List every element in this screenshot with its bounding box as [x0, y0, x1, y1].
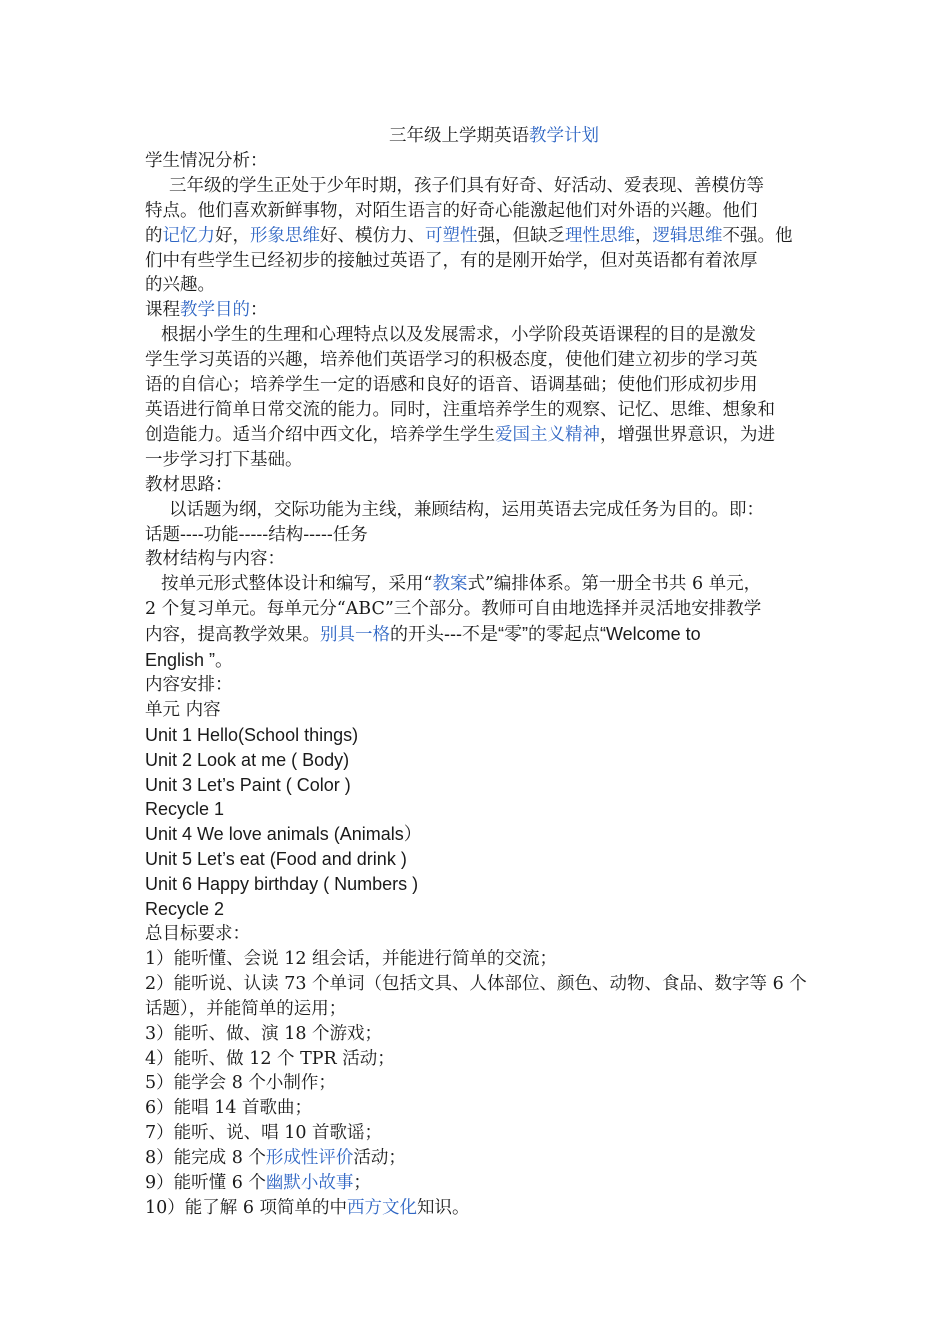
text-run: ；: [353, 1173, 371, 1194]
text-run: ，增强世界意识，为进: [600, 424, 775, 445]
link-imagery-thinking[interactable]: 形象思维: [250, 225, 320, 246]
link-plasticity[interactable]: 可塑性: [425, 225, 478, 246]
text-run: 的开头---不是“零”的零起点“Welcome to: [390, 624, 701, 645]
text-run: ，: [635, 225, 653, 246]
goal-item: 3）能听、做、演 18 个游戏；: [145, 1023, 383, 1044]
text-run: 10）能了解 6 项简单的中: [145, 1197, 348, 1218]
goal-item: [145, 1146, 815, 1171]
paragraph-line: [145, 423, 815, 448]
text-run: ：: [250, 300, 268, 321]
goal-item: 1）能听懂、会说 12 组会话，并能进行简单的交流；: [145, 948, 558, 969]
link-lesson-plan[interactable]: 教案: [432, 574, 468, 595]
paragraph-line: English ”。: [145, 650, 234, 671]
section-heading: 教材结构与内容：: [145, 549, 285, 570]
unit-item: Recycle 1: [145, 799, 225, 820]
section-heading: 学生情况分析：: [145, 150, 268, 171]
link-formative-assessment[interactable]: 形成性评价: [265, 1148, 354, 1169]
section-heading: [145, 298, 815, 323]
section-heading: 教材思路：: [145, 474, 233, 495]
unit-item: Unit 6 Happy birthday ( Numbers ): [145, 874, 419, 895]
goal-item-continued: 话题），并能简单的运用；: [145, 998, 347, 1019]
title-link[interactable]: 教学计划: [529, 126, 599, 146]
text-run: 9）能听懂 6 个: [145, 1173, 266, 1194]
goal-item: 5）能学会 8 个小制作；: [145, 1073, 336, 1094]
link-western-culture[interactable]: 西方文化: [347, 1197, 418, 1218]
paragraph-line: 话题----功能-----结构-----任务: [145, 524, 368, 545]
goal-item: [145, 1196, 815, 1221]
link-humor-stories[interactable]: 幽默小故事: [265, 1173, 354, 1194]
paragraph-line: 以话题为纲，交际功能为主线，兼顾结构，运用英语去完成任务为目的。即：: [169, 499, 764, 520]
text-run: 好、模仿力、: [320, 225, 425, 246]
unit-item: Unit 2 Look at me ( Body): [145, 749, 350, 770]
unit-item: Unit 1 Hello(School things): [145, 724, 359, 745]
text-run: 课程: [145, 300, 180, 321]
text-run: 好，: [215, 225, 250, 246]
section-heading: 总目标要求：: [145, 924, 250, 944]
paragraph-line: 们中有些学生已经初步的接触过英语了，有的是刚开始学，但对英语都有着浓厚: [145, 250, 758, 271]
goal-item: 6）能唱 14 首歌曲；: [145, 1098, 313, 1119]
link-logical-thinking[interactable]: 逻辑思维: [652, 225, 723, 246]
text-run: 的: [145, 225, 163, 246]
column-headers: 单元 内容: [145, 699, 221, 720]
text-run: 8）能完成 8 个: [145, 1148, 266, 1169]
link-rational-thinking[interactable]: 理性思维: [565, 225, 635, 246]
link-patriotism[interactable]: 爱国主义精神: [495, 424, 600, 445]
paragraph-line: 根据小学生的生理和心理特点以及发展需求，小学阶段英语课程的目的是激发: [161, 325, 756, 346]
paragraph-line: [145, 622, 815, 648]
text-run: 知识。: [417, 1197, 470, 1218]
text-run: 不强。他: [722, 225, 793, 246]
link-memory[interactable]: 记忆力: [162, 225, 215, 246]
paragraph-line: 英语进行简单日常交流的能力。同时，注重培养学生的观察、记忆、思维、想象和: [145, 399, 775, 420]
text-run: 内容，提高教学效果。: [145, 625, 320, 646]
title-text: 三年级上学期英语: [389, 126, 529, 146]
text-run: 创造能力。适当介绍中西文化，培养学生学生: [145, 424, 495, 445]
text-run: 强，但缺乏: [477, 225, 565, 246]
unit-item: Unit 5 Let’s eat (Food and drink ): [145, 849, 407, 870]
paragraph-line: [145, 572, 815, 597]
unit-item: Recycle 2: [145, 899, 225, 920]
paragraph-line: 学生学习英语的兴趣，培养他们英语学习的积极态度，使他们建立初步的学习英: [145, 350, 758, 371]
unit-item: Unit 3 Let’s Paint ( Color ): [145, 774, 351, 795]
goal-item: 4）能听、做 12 个 TPR 活动；: [145, 1048, 395, 1069]
paragraph-line: 2 个复习单元。每单元分“ABC”三个部分。教师可自由地选择并灵活地安排教学: [145, 599, 762, 620]
text-run: 式”编排体系。第一册全书共 6 单元，: [467, 574, 762, 595]
link-unique-style[interactable]: 别具一格: [320, 625, 390, 646]
section-heading: 内容安排：: [145, 674, 233, 695]
goal-item: [145, 1171, 815, 1196]
paragraph-line: [145, 224, 815, 249]
text-run: 按单元形式整体设计和编写，采用“: [161, 574, 433, 595]
paragraph-line: 一步学习打下基础。: [145, 449, 303, 470]
goal-item: 2）能听说、认读 73 个单词（包括文具、人体部位、颜色、动物、食品、数字等 6 个: [145, 973, 807, 994]
document-page: [145, 124, 815, 1221]
paragraph-line: 特点。他们喜欢新鲜事物，对陌生语言的好奇心能激起他们对外语的兴趣。他们: [145, 200, 758, 221]
paragraph-line: 的兴趣。: [145, 275, 215, 296]
link-teaching-goal[interactable]: 教学目的: [180, 300, 250, 321]
unit-item: Unit 4 We love animals (Animals）: [145, 824, 422, 845]
page-title: [145, 124, 815, 149]
text-run: 活动；: [353, 1148, 406, 1169]
paragraph-line: 语的自信心；培养学生一定的语感和良好的语音、语调基础；使他们形成初步用: [145, 375, 758, 396]
goal-item: 7）能听、说、唱 10 首歌谣；: [145, 1123, 383, 1144]
paragraph-line: 三年级的学生正处于少年时期，孩子们具有好奇、好活动、爱表现、善模仿等: [169, 175, 764, 196]
